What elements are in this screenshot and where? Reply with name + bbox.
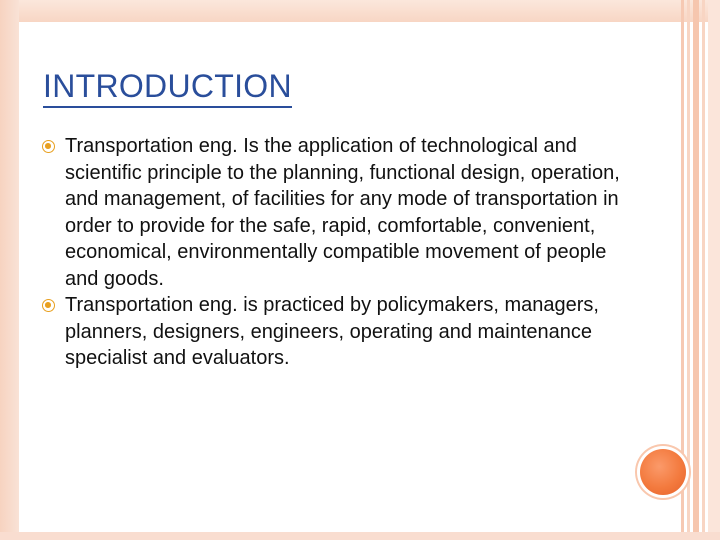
bottom-border-band [0, 532, 720, 540]
bullet-text: Transportation eng. is practiced by policymakers, managers, planners, designers, engineers, operating and maintenance specialist and evaluators. [65, 294, 599, 369]
bullet-item [43, 292, 643, 372]
bullet-item [43, 133, 643, 292]
bullet-list [43, 133, 643, 372]
right-border-stripe [702, 0, 705, 540]
bullet-text: Transportation eng. Is the application of technological and scientific principle to the planning, functional design, operation, and management, of facilities for any mode of transportation in order to provide for the safe, rapid, comfortable, convenient, economical, environmentally compatible movement of people and goods. [65, 135, 620, 290]
right-border-stripe [693, 0, 699, 540]
decorative-orb-icon [640, 449, 686, 495]
right-border-stripe [708, 0, 720, 540]
right-border-stripe [687, 0, 690, 540]
left-border-band [0, 0, 19, 540]
slide-title: INTRODUCTION [43, 66, 292, 108]
bullet-circle-icon [42, 140, 55, 153]
top-border-band [0, 0, 720, 22]
bullet-circle-icon [42, 299, 55, 312]
